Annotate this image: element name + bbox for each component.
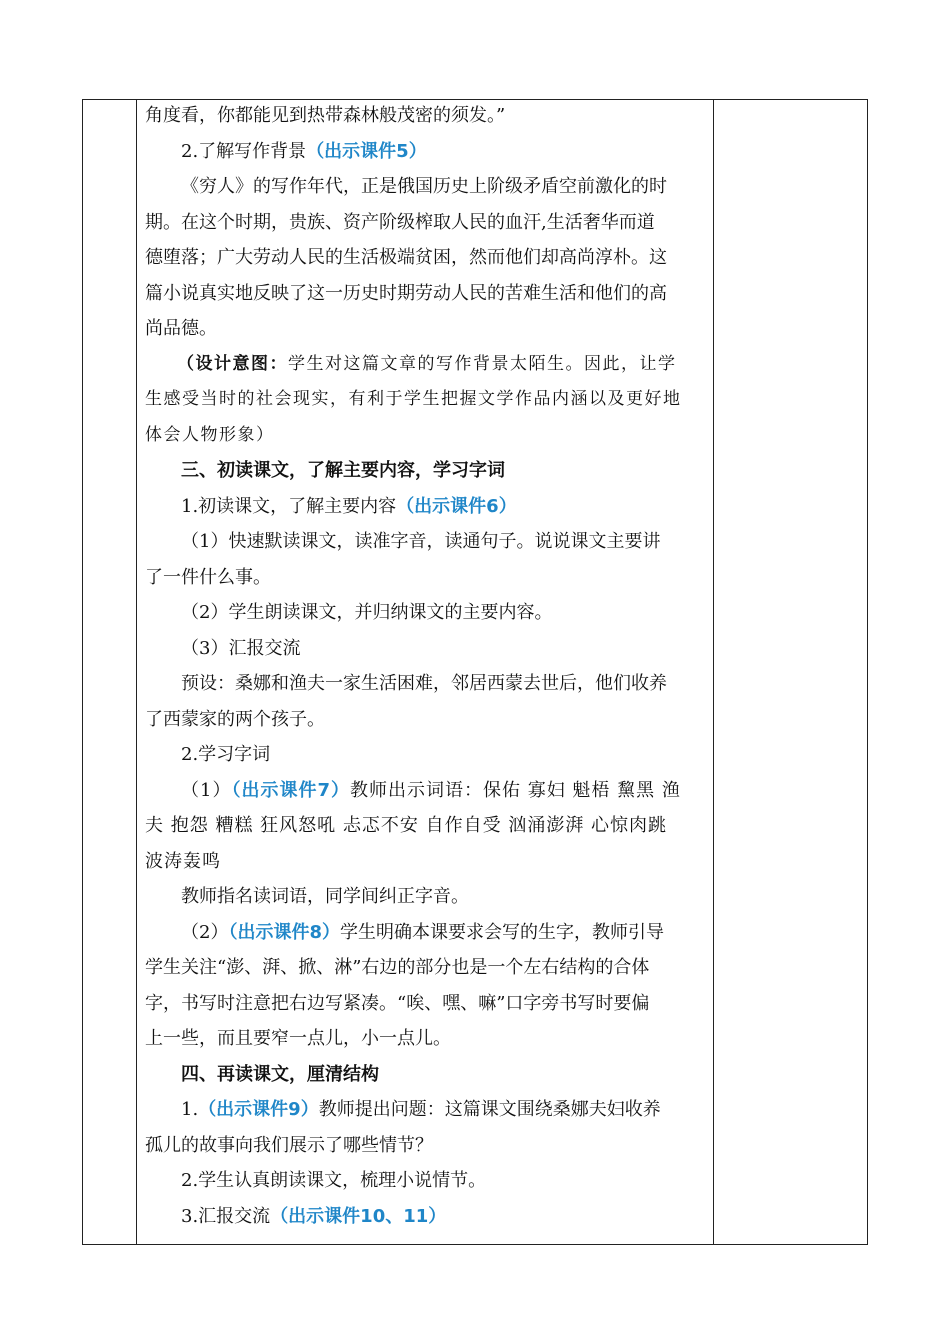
text-line: 孤儿的故事向我们展示了哪些情节？ — [145, 1134, 433, 1156]
design-intent: （设计意图：学生对这篇文章的写作背景太陌生。因此，让学 — [177, 353, 677, 374]
text-line: （1）快速默读课文，读准字音，读通句子。说说课文主要讲 — [181, 531, 661, 552]
text-line: 尚品德。 — [145, 318, 217, 339]
text-line: （3）汇报交流 — [181, 637, 301, 659]
text-line: （2）（出示课件8）学生明确本课要求会写的生字，教师引导 — [181, 921, 664, 943]
vocabulary-line: 波涛轰鸣 — [145, 850, 221, 872]
text-line: 《穷人》的写作年代，正是俄国历史上阶级矛盾空前激化的时 — [181, 176, 667, 197]
section-heading: 2.了解写作背景（出示课件5） — [181, 140, 427, 162]
text-line: 了西蒙家的两个孩子。 — [145, 708, 325, 730]
text-line: 2.学生认真朗读课文，梳理小说情节。 — [181, 1170, 487, 1191]
text-line: 上一些，而且要窄一点儿，小一点儿。 — [145, 1028, 451, 1049]
text-line: 3.汇报交流（出示课件10、11） — [181, 1205, 447, 1227]
lesson-content — [145, 98, 707, 1234]
design-intent: 生感受当时的社会现实，有利于学生把握文学作品内涵以及更好地 — [145, 389, 682, 409]
text-line: （1）（出示课件7）教师出示词语：保佑 寡妇 魁梧 黧黑 渔 — [181, 779, 681, 801]
text-line: 了一件什么事。 — [145, 566, 271, 588]
section-heading: 三、初读课文，了解主要内容，学习字词 — [181, 460, 505, 481]
subsection-heading: 1.初读课文，了解主要内容（出示课件6） — [181, 495, 517, 517]
column-divider-1 — [136, 100, 137, 1244]
text-line: 教师指名读词语，同学间纠正字音。 — [181, 886, 469, 907]
text-line: 学生关注“澎、湃、掀、淋”右边的部分也是一个左右结构的合体 — [145, 957, 650, 978]
text-line: 1.（出示课件9）教师提出问题：这篇课文围绕桑娜夫妇收养 — [181, 1099, 661, 1120]
column-divider-2 — [713, 100, 714, 1244]
text-line: 德堕落；广大劳动人民的生活极端贫困，然而他们却高尚淳朴。这 — [145, 247, 667, 268]
subsection-heading: 2.学习字词 — [181, 744, 271, 765]
courseware-cue: （出示课件9） — [198, 1099, 319, 1120]
text-line: （2）学生朗读课文，并归纳课文的主要内容。 — [181, 602, 553, 623]
courseware-cue: （出示课件6） — [396, 495, 517, 517]
design-intent: 体会人物形象） — [145, 424, 275, 445]
section-heading: 四、再读课文，厘清结构 — [181, 1063, 379, 1085]
text-line: 期。在这个时期，贵族、资产阶级榨取人民的血汗,生活奢华而道 — [145, 211, 655, 233]
courseware-cue: （出示课件5） — [306, 140, 427, 162]
text-line: 角度看，你都能见到热带森林般茂密的须发。” — [145, 105, 506, 126]
text-line: 预设：桑娜和渔夫一家生活困难，邻居西蒙去世后，他们收养 — [181, 673, 667, 694]
text-line: 字，书写时注意把右边写紧凑。“唉、嘿、嘛”口字旁书写时要偏 — [145, 992, 650, 1014]
courseware-cue: （出示课件10、11） — [270, 1205, 447, 1227]
courseware-cue: （出示课件8） — [228, 921, 340, 943]
text-line: 篇小说真实地反映了这一历史时期劳动人民的苦难生活和他们的高 — [145, 282, 667, 304]
courseware-cue: （出示课件7） — [231, 779, 350, 801]
vocabulary-line: 夫 抱怨 糟糕 狂风怒吼 忐忑不安 自作自受 汹涌澎湃 心惊肉跳 — [145, 815, 668, 836]
